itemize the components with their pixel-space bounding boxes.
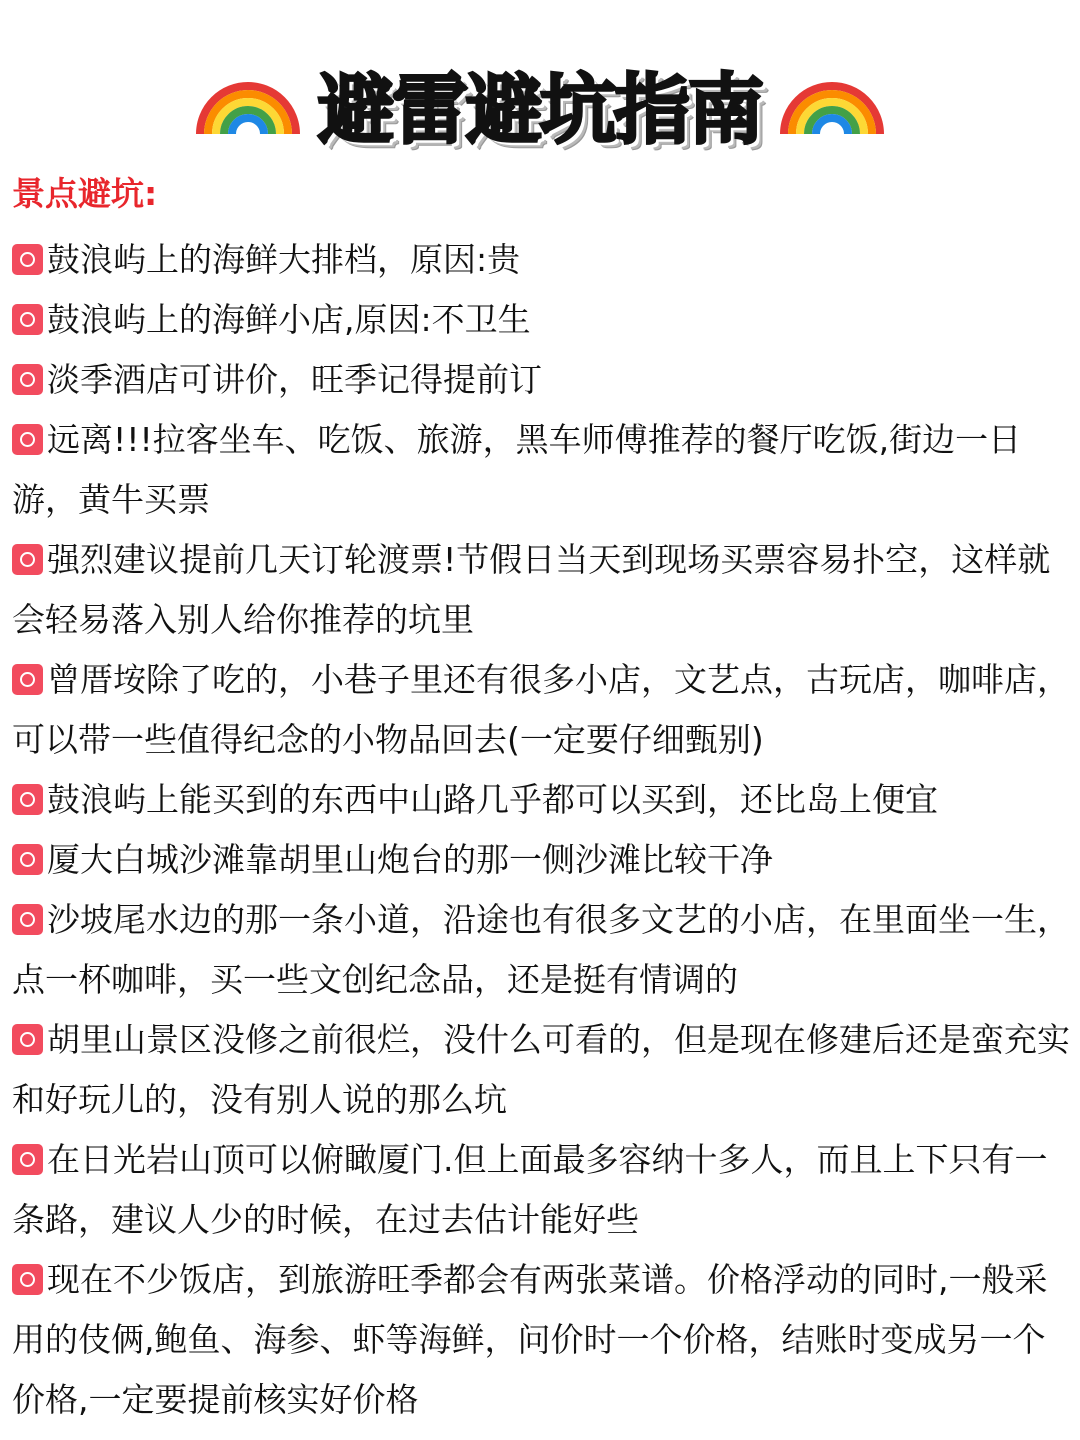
tip-text: 强烈建议提前几天订轮渡票!节假日当天到现场买票容易扑空，这样就会轻易落入别人给你推荐的坑里 [12, 540, 1051, 639]
red-circle-bullet-icon [12, 244, 43, 275]
tip-item [12, 1250, 1070, 1430]
tip-item [12, 890, 1070, 1010]
section-heading: 景点避坑: [12, 174, 158, 213]
tip-text: 胡里山景区没修之前很烂，没什么可看的，但是现在修建后还是蛮充实和好玩儿的，没有别人说的那么坑 [12, 1020, 1070, 1119]
red-circle-bullet-icon [12, 664, 43, 695]
page-title: 避雷避坑指南 [318, 65, 762, 154]
red-circle-bullet-icon [12, 904, 43, 935]
tip-item [12, 290, 1070, 350]
red-circle-bullet-icon [12, 1144, 43, 1175]
red-circle-bullet-icon [12, 1024, 43, 1055]
rainbow-icon [192, 76, 304, 138]
tip-text: 在日光岩山顶可以俯瞰厦门.但上面最多容纳十多人，而且上下只有一条路，建议人少的时候，在过去估计能好些 [12, 1140, 1048, 1239]
tip-item [12, 830, 1070, 890]
tip-item [12, 1010, 1070, 1130]
tip-item [12, 230, 1070, 290]
tip-text: 鼓浪屿上的海鲜小店,原因:不卫生 [47, 300, 531, 339]
red-circle-bullet-icon [12, 1264, 43, 1295]
tip-item [12, 770, 1070, 830]
page-header [0, 62, 1080, 158]
tip-item [12, 1130, 1070, 1250]
tip-item [12, 350, 1070, 410]
tip-text: 鼓浪屿上能买到的东西中山路几乎都可以买到，还比岛上便宜 [47, 780, 938, 819]
red-circle-bullet-icon [12, 424, 43, 455]
red-circle-bullet-icon [12, 544, 43, 575]
tip-text: 沙坡尾水边的那一条小道，沿途也有很多文艺的小店，在里面坐一生，点一杯咖啡，买一些文创纪念品，还是挺有情调的 [12, 900, 1070, 999]
tips-section [12, 170, 1070, 1430]
red-circle-bullet-icon [12, 844, 43, 875]
tip-item [12, 530, 1070, 650]
red-circle-bullet-icon [12, 304, 43, 335]
tip-text: 淡季酒店可讲价，旺季记得提前订 [47, 360, 542, 399]
tip-item [12, 650, 1070, 770]
red-circle-bullet-icon [12, 784, 43, 815]
tip-text: 鼓浪屿上的海鲜大排档，原因:贵 [47, 240, 521, 279]
tip-item [12, 410, 1070, 530]
tip-text: 现在不少饭店，到旅游旺季都会有两张菜谱。价格浮动的同时,一般采用的伎俩,鲍鱼、海参、虾等海鲜，问价时一个价格，结账时变成另一个价格,一定要提前核实好价格 [12, 1260, 1048, 1419]
rainbow-icon [776, 76, 888, 138]
tip-text: 厦大白城沙滩靠胡里山炮台的那一侧沙滩比较干净 [47, 840, 773, 879]
red-circle-bullet-icon [12, 364, 43, 395]
tip-text: 远离!!!拉客坐车、吃饭、旅游，黑车师傅推荐的餐厅吃饭,街边一日游，黄牛买票 [12, 420, 1022, 519]
tip-text: 曾厝垵除了吃的，小巷子里还有很多小店，文艺点，古玩店，咖啡店，可以带一些值得纪念的小物品回去(一定要仔细甄别) [12, 660, 1070, 759]
